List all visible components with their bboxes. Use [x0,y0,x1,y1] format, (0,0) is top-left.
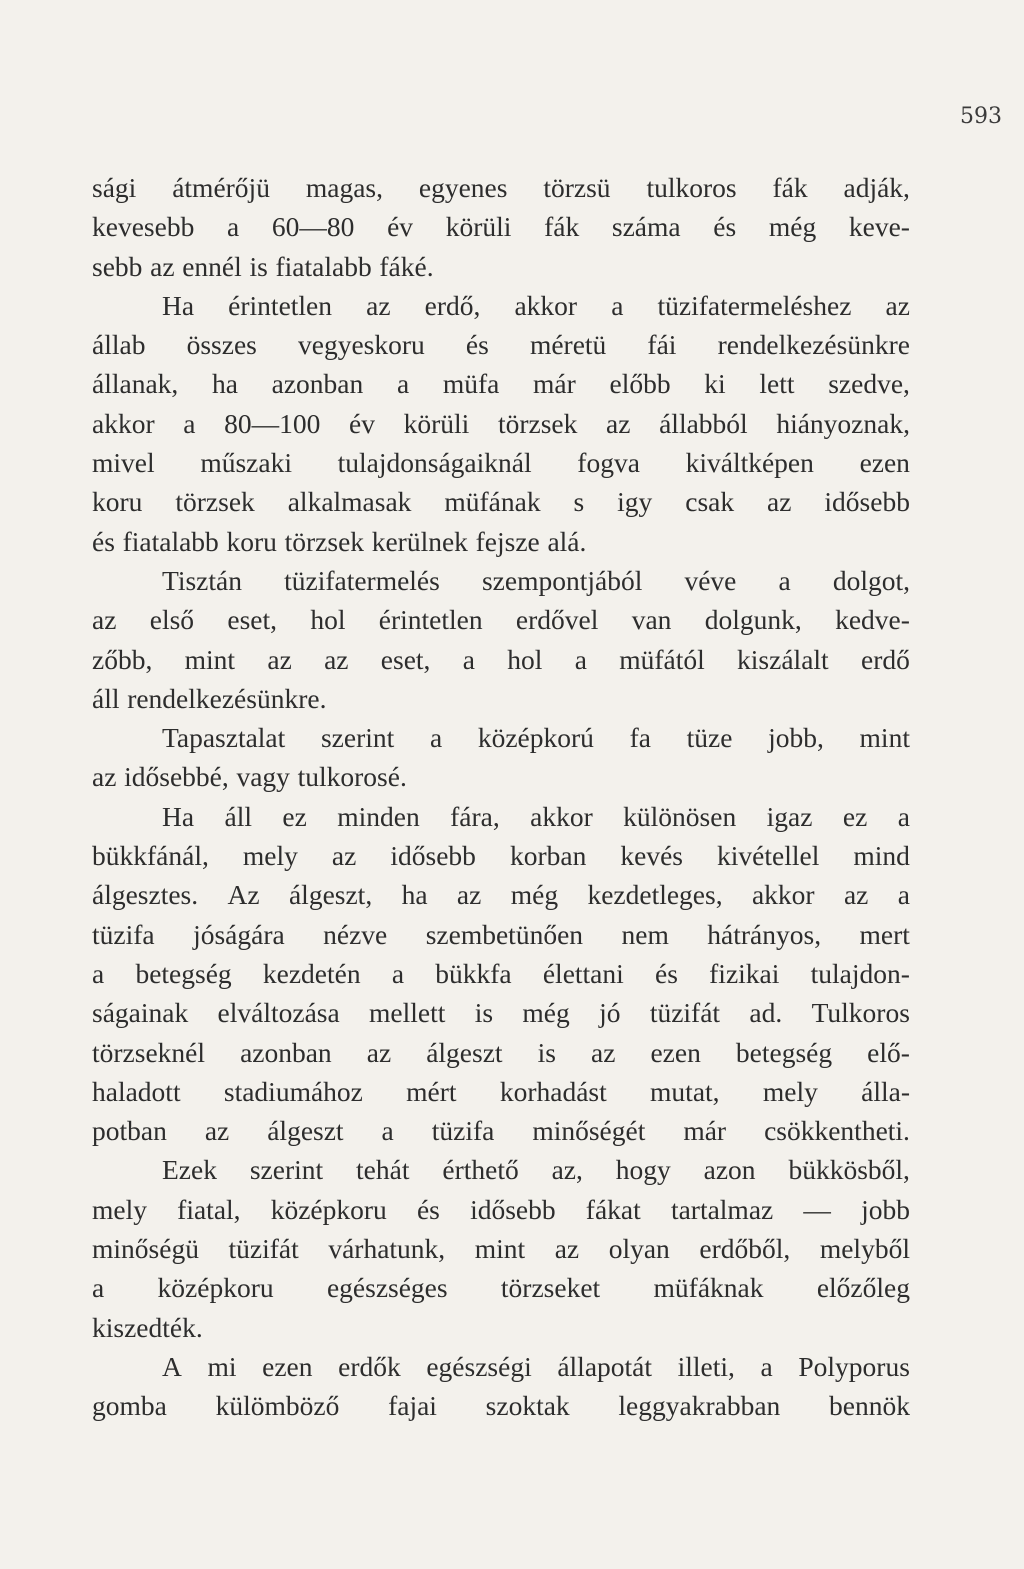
word: tulkoros [646,172,737,203]
word: különösen [623,800,737,832]
word: állab [92,329,146,361]
word: hátrányos, [707,918,822,950]
word: müfáknak [653,1272,764,1304]
word: olyan [608,1233,670,1265]
word: áll [224,800,252,832]
word: véve [684,564,737,596]
word: mutat, [650,1075,720,1107]
word: első [149,604,195,636]
word: bükkfánál, [92,840,209,872]
word: kedve- [835,604,910,636]
word: akkor [530,800,593,832]
word: előbb [609,368,671,400]
word: erdő [860,643,910,675]
word: csak [685,486,735,518]
word: Tisztán [162,564,242,596]
word: még [522,997,570,1029]
word: az [92,604,117,636]
word: ha [211,368,238,400]
word: év [349,407,375,439]
word: ez [282,800,307,832]
word: korhadást [499,1075,607,1107]
word: bükkfa [435,957,512,989]
word: Tapasztalat [162,722,286,754]
text-line [92,954,910,993]
page-number: 593 [960,104,1002,129]
word: tüzifatermeléshez [657,289,852,321]
word: kerülnek [371,525,468,557]
text-line [92,875,910,914]
word: álgeszt, [288,879,373,911]
word: a [391,957,405,989]
text-line [92,404,910,443]
word: müfától [619,643,705,675]
word: a [778,564,791,596]
word: ezen [262,1350,313,1382]
word: jobb, [768,722,824,754]
word: koru [226,525,277,557]
word: kezdetén [262,957,361,989]
word: mert [859,918,910,950]
word: mint [184,643,236,675]
word: sági [92,172,137,203]
word: Tulkoros [811,997,910,1029]
word: a [429,722,443,754]
word: tüzifatermelés [284,564,440,596]
word: idősebb [390,840,476,872]
text-line [92,1150,910,1189]
word: kiváltképen [685,447,814,479]
word: álgeszt [267,1115,344,1147]
word: ha [401,879,428,911]
word: mellett [369,997,446,1029]
word: év [387,211,414,243]
text-line [92,522,910,561]
word: a [760,1350,773,1382]
word: tüzifát [649,997,721,1029]
word: akkor [92,407,155,439]
word: erdőből, [699,1233,791,1265]
word: idősebbé, [124,761,229,793]
word: műszaki [200,447,292,479]
word: kivétellel [717,840,820,872]
word: minőségét [532,1115,646,1147]
word: vagy [236,761,290,793]
text-line [92,482,910,521]
word: is [249,250,268,282]
text-line [92,286,910,325]
word: álla- [861,1075,910,1107]
word: haladott [92,1075,181,1107]
word: stadiumához [223,1075,363,1107]
word: tüzifát [228,1233,299,1265]
word: hiányoznak, [776,407,910,439]
word: és [92,525,115,557]
word: müfának [444,486,541,518]
word: fákat [585,1193,641,1225]
word: az [843,879,869,911]
word: az [366,289,391,321]
word: egészségi [426,1350,532,1382]
word: Ha [162,800,195,832]
word: élettani [542,957,624,989]
word: van [631,604,672,636]
word: kevesebb [92,211,195,243]
word: mivel [92,447,155,479]
word: jóságára [193,918,285,950]
word: a [92,1272,105,1304]
word: méretü [529,329,607,361]
word: — [803,1193,831,1225]
word: mért [406,1075,457,1107]
text-line [92,1308,910,1347]
word: a [92,957,105,989]
word: fiatal, [177,1193,241,1225]
word: erdő, [424,289,481,321]
word: igy [617,486,653,518]
word: a [897,879,910,911]
word: még [768,211,817,243]
word: tüzifa [431,1115,495,1147]
word: az [606,407,631,439]
text-line [92,364,910,403]
word: minden [337,800,420,832]
word: ezen [859,447,910,479]
word: müfa [442,368,500,400]
word: szedve, [828,368,910,400]
word: törzsek [497,407,578,439]
word: rendelkezésünkre [717,329,910,361]
word: áll [92,682,120,714]
word: tüze [686,722,733,754]
word: fáké. [379,250,434,282]
word: mely [242,840,298,872]
text-line [92,797,910,836]
word: hogy [615,1154,671,1186]
word: középkoru [270,1193,387,1225]
word: törzsü [543,172,611,203]
word: összes [186,329,257,361]
word: álgesztes. [92,879,199,911]
text-line [92,247,910,286]
word: Az [227,879,260,911]
word: azonban [271,368,364,400]
word: középkoru [157,1272,274,1304]
word: egészséges [326,1272,448,1304]
word: tulajdonságaiknál [337,447,532,479]
text-line [92,718,910,757]
word: leggyakrabban [618,1390,781,1422]
word: állanak, [92,368,179,400]
text-line [92,993,910,1032]
word: koru [92,486,143,518]
word: az [591,1036,616,1068]
word: szembetünően [425,918,584,950]
word: alá. [547,525,587,557]
word: kezdetleges, [587,879,723,911]
text-line [92,1386,910,1425]
word: azon [703,1154,756,1186]
word: igaz [766,800,813,832]
word: az [366,1036,392,1068]
word: mind [853,840,910,872]
word: potban [92,1115,167,1147]
word: idősebb [470,1193,556,1225]
word: a [462,643,475,675]
word: akkor [751,879,815,911]
word: mint [474,1233,526,1265]
word: szoktak [485,1390,570,1422]
word: a [574,643,587,675]
word: már [683,1115,727,1147]
word: fái [647,329,677,361]
word: kiszálalt [737,643,829,675]
word: álgeszt [426,1036,503,1068]
text-line [92,325,910,364]
word: az [324,643,349,675]
word: az [204,1115,230,1147]
text-line [92,1033,910,1072]
word: eset, [227,604,277,636]
text-line [92,1072,910,1111]
word: az [92,761,117,793]
word: még [510,879,559,911]
word: fára, [450,800,500,832]
word: rendelkezésünkre. [127,682,327,714]
word: ennél [182,250,242,282]
word: érthető [442,1154,519,1186]
text-line [92,679,910,718]
word: nem [621,918,669,950]
word: a [611,289,624,321]
text-line [92,207,910,246]
word: Ha [162,289,195,321]
word: és [416,1193,440,1225]
word: hol [507,643,543,675]
word: sebb [92,250,143,282]
word: fák [544,211,580,243]
word: betegség [135,957,232,989]
text-line [92,168,910,207]
word: külömböző [215,1390,340,1422]
word: idősebb [824,486,910,518]
text-line [92,1268,910,1307]
word: dolgunk, [704,604,802,636]
word: az [554,1233,580,1265]
word: mint [859,722,910,754]
word: körüli [445,211,512,243]
word: fizikai [709,957,780,989]
word: s [573,486,585,518]
word: is [537,1036,556,1068]
word: szerint [249,1154,324,1186]
word: bennök [829,1390,910,1422]
word: fogva [577,447,640,479]
word: fiatalabb [275,250,372,282]
word: bükkösből, [788,1154,910,1186]
text-line [92,1347,910,1386]
word: erdők [338,1350,401,1382]
word: Ezek [162,1154,217,1186]
word: a [897,800,910,832]
word: vegyeskoru [297,329,425,361]
word: érintetlen [378,604,483,636]
word: törzsek [175,486,255,518]
word: fejsze [475,525,540,557]
word: a [396,368,410,400]
word: betegség [735,1036,833,1068]
word: ki [704,368,726,400]
text-line [92,600,910,639]
word: az [885,289,910,321]
word: tulajdon- [810,957,910,989]
word: ságainak [92,997,189,1029]
body-text [92,168,910,1426]
word: a [183,407,196,439]
word: várhatunk, [328,1233,446,1265]
word: mely [762,1075,818,1107]
word: akkor [514,289,578,321]
word: lett [759,368,795,400]
word: mely [92,1193,147,1225]
word: magas, [305,172,383,203]
word: szerint [320,722,395,754]
word: eset, [380,643,431,675]
text-line [92,561,910,600]
word: hol [310,604,346,636]
word: egyenes [418,172,508,203]
word: érintetlen [228,289,333,321]
word: nézve [323,918,388,950]
word: fa [629,722,651,754]
word: törzsek [284,525,365,557]
word: mi [207,1350,237,1382]
word: az [267,643,292,675]
word: a [381,1115,394,1147]
word: törzseknél [92,1036,206,1068]
word: tüzifa [92,918,155,950]
word: tehát [356,1154,410,1186]
word: az, [551,1154,583,1186]
word: keve- [848,211,910,243]
word: zőbb, [92,643,153,675]
word: jó [599,997,621,1029]
text-line [92,757,910,796]
word: erdővel [515,604,599,636]
word: csökkentheti. [764,1115,910,1147]
word: száma [611,211,681,243]
word: és [465,329,489,361]
word: a [227,211,240,243]
word: jobb [861,1193,910,1225]
word: fiatalabb [122,525,219,557]
word: 60—80 [271,211,355,243]
word: az [767,486,792,518]
word: minőségü [92,1233,199,1265]
word: tulkorosé. [297,761,407,793]
word: fák [772,172,808,203]
text-line [92,836,910,875]
word: körüli [403,407,470,439]
text-line [92,1229,910,1268]
word: alkalmasak [287,486,412,518]
word: középkorú [477,722,594,754]
word: melyből [819,1233,910,1265]
word: állabból [659,407,748,439]
word: is [474,997,494,1029]
word: és [713,211,737,243]
word: azonban [240,1036,332,1068]
word: az [331,840,357,872]
word: Polyporus [798,1350,910,1382]
word: előzőleg [816,1272,910,1304]
text-line [92,1190,910,1229]
word: elő- [867,1036,910,1068]
word: szempontjából [481,564,643,596]
word: törzseket [500,1272,601,1304]
word: már [533,368,576,400]
word: 80—100 [224,407,321,439]
text-line [92,1111,910,1150]
word: és [655,957,678,989]
word: gomba [92,1390,167,1422]
word: illeti, [677,1350,735,1382]
word: korban [509,840,587,872]
word: A [162,1350,182,1382]
text-line [92,915,910,954]
word: ad. [749,997,783,1029]
word: fajai [388,1390,437,1422]
word: az [150,250,175,282]
word: kiszedték. [92,1311,203,1343]
word: átmérőjü [172,172,270,203]
word: adják, [843,172,910,203]
word: ez [842,800,868,832]
word: dolgot, [832,564,910,596]
text-line [92,443,910,482]
word: állapotát [557,1350,653,1382]
word: elváltozása [217,997,340,1029]
word: ezen [650,1036,701,1068]
word: kevés [620,840,683,872]
word: tartalmaz [670,1193,774,1225]
text-line [92,640,910,679]
word: az [456,879,482,911]
